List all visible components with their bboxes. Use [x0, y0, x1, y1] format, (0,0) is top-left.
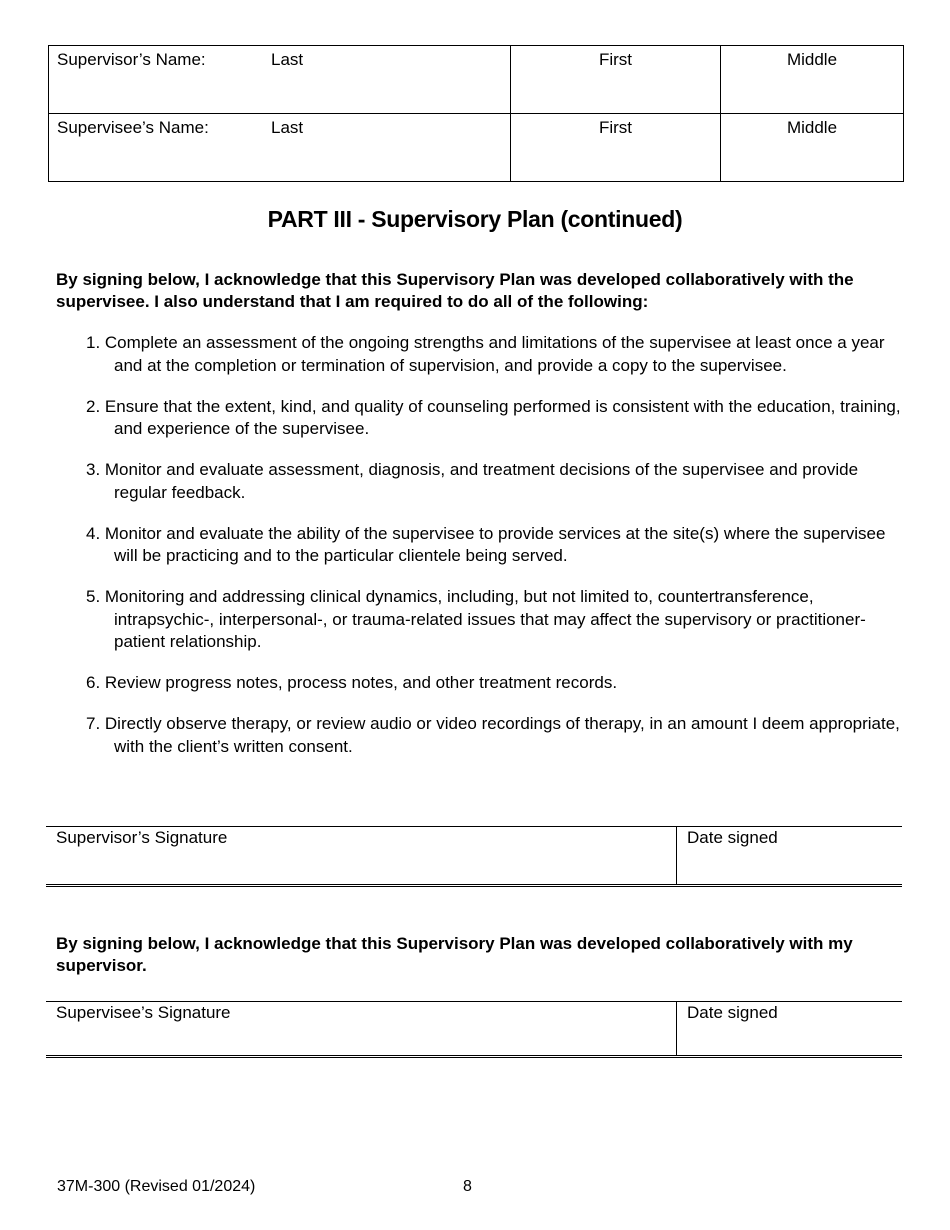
supervisor-acknowledgement: By signing below, I acknowledge that this Supervisory Plan was developed collaboratively with the supervisee. I also understand that I am required to do all of the following: — [56, 270, 854, 311]
supervisee-middle-name-field[interactable] — [721, 114, 904, 182]
list-item: 7. Directly observe therapy, or review audio or video recordings of therapy, in an amount I deem appropriate, with the client’s written consent. — [86, 714, 900, 756]
list-item: 3. Monitor and evaluate assessment, diagnosis, and treatment decisions of the supervisee and provide regular feedback. — [86, 460, 859, 502]
list-item: 4. Monitor and evaluate the ability of the supervisee to provide services at the site(s) where the supervisee will be practicing and to the particular clientele being served. — [86, 523, 886, 565]
middle-name-label: Middle — [786, 118, 838, 137]
supervisor-duties-list — [86, 332, 906, 777]
supervisee-first-name-field[interactable] — [511, 114, 721, 182]
supervisee-name-label: Supervisee’s Name: — [57, 118, 209, 137]
page-title: PART III - Supervisory Plan (continued) — [267, 206, 683, 232]
supervisor-date-field[interactable] — [677, 827, 903, 886]
date-signed-label: Date signed — [687, 828, 778, 847]
supervisor-name-row — [49, 46, 904, 114]
list-item: 1. Complete an assessment of the ongoing strengths and limitations of the supervisee at least once a year and at the completion or termination of supervision, and provide a copy to the supervisee. — [86, 333, 885, 375]
supervisee-date-field[interactable] — [677, 1002, 903, 1057]
supervisor-last-name-field[interactable] — [49, 46, 511, 114]
date-signed-label: Date signed — [687, 1003, 778, 1022]
supervisor-signature-table — [46, 826, 902, 887]
supervisee-last-name-field[interactable] — [49, 114, 511, 182]
supervisee-name-row — [49, 114, 904, 182]
list-item: 6. Review progress notes, process notes, and other treatment records. — [86, 673, 618, 692]
supervisor-middle-name-field[interactable] — [721, 46, 904, 114]
supervisor-name-label: Supervisor’s Name: — [57, 50, 206, 69]
supervisee-signature-field[interactable] — [46, 1002, 677, 1057]
page-number: 8 — [463, 1178, 472, 1195]
supervisee-signature-label: Supervisee’s Signature — [56, 1003, 231, 1022]
supervisor-signature-label: Supervisor’s Signature — [56, 828, 228, 847]
last-name-label: Last — [271, 118, 304, 137]
first-name-label: First — [598, 118, 633, 137]
middle-name-label: Middle — [786, 50, 838, 69]
first-name-label: First — [598, 50, 633, 69]
supervisor-first-name-field[interactable] — [511, 46, 721, 114]
last-name-label: Last — [271, 50, 304, 69]
form-id: 37M-300 (Revised 01/2024) — [57, 1178, 256, 1195]
supervisor-signature-field[interactable] — [46, 827, 677, 886]
supervisee-acknowledgement: By signing below, I acknowledge that this Supervisory Plan was developed collaboratively with my supervisor. — [56, 934, 853, 975]
list-item: 2. Ensure that the extent, kind, and quality of counseling performed is consistent with the education, training, and experience of the supervisee. — [86, 396, 901, 438]
names-table — [48, 45, 904, 182]
list-item: 5. Monitoring and addressing clinical dynamics, including, but not limited to, countertransference, intrapsychic-, interpersonal-, or trauma-related issues that may affect the supervisory or practitioner-patient relationship. — [86, 587, 866, 651]
supervisee-signature-table — [46, 1001, 902, 1058]
